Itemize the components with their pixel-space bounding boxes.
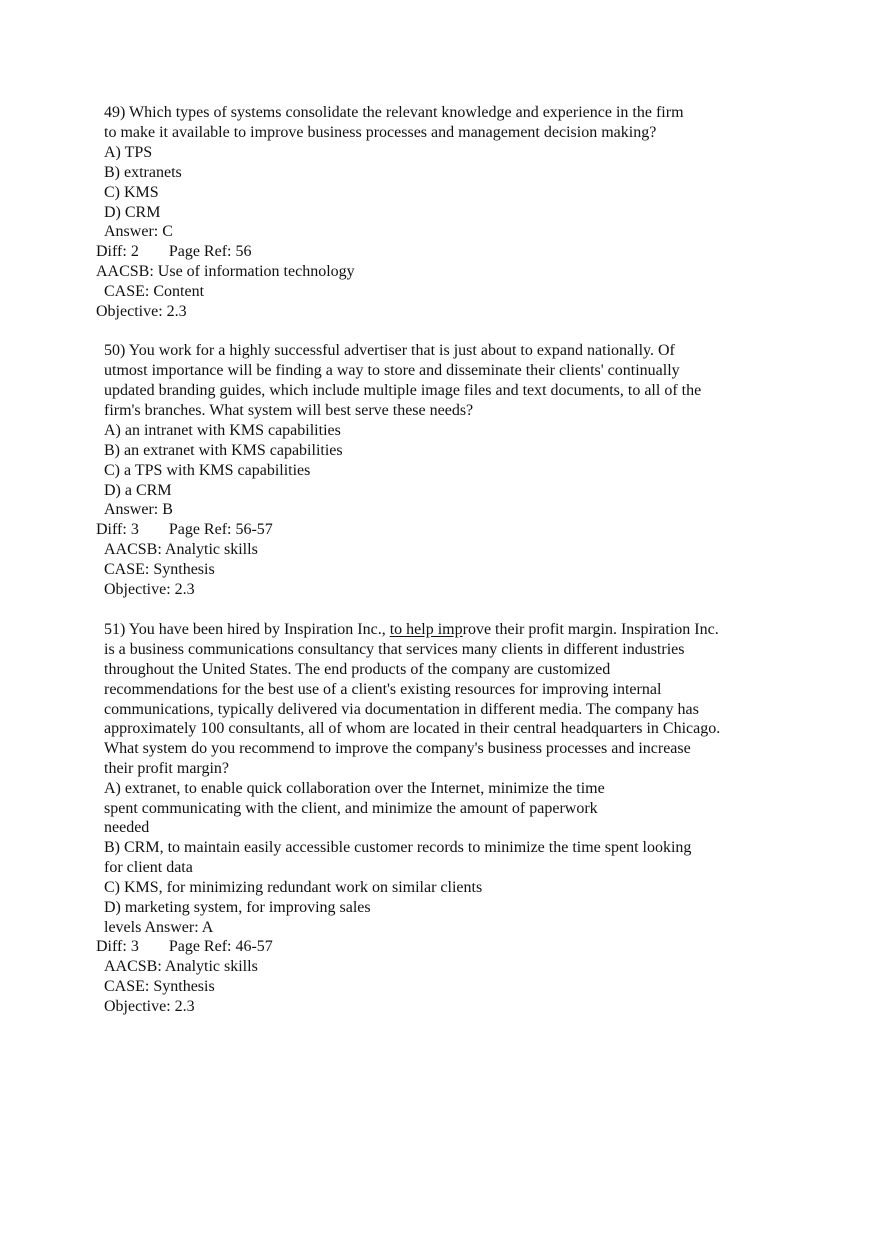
option-b-cont: for client data: [104, 859, 193, 876]
page-ref: Page Ref: 46-57: [168, 938, 273, 955]
option-d: D) a CRM: [104, 482, 172, 499]
question-text-line: recommendations for the best use of a client's existing resources for improving internal: [104, 681, 662, 698]
diff: Diff: 3: [96, 938, 139, 955]
option-c: C) a TPS with KMS capabilities: [104, 462, 311, 479]
case: CASE: Synthesis: [104, 561, 215, 578]
option-b: B) extranets: [104, 164, 182, 181]
objective: Objective: 2.3: [104, 581, 195, 598]
question-text-line: 50) You work for a highly successful advertiser that is just about to expand nationally. Of: [104, 342, 675, 359]
case: CASE: Content: [104, 283, 205, 300]
diff-pageref: [96, 520, 273, 540]
option-d: D) CRM: [104, 204, 161, 221]
option-b: B) an extranet with KMS capabilities: [104, 442, 343, 459]
diff-pageref: [96, 937, 273, 957]
question-text-line: communications, typically delivered via documentation in different media. The company has: [104, 701, 699, 718]
aacsb: AACSB: Analytic skills: [104, 541, 258, 558]
option-a: A) TPS: [104, 144, 153, 161]
diff: Diff: 3: [96, 521, 139, 538]
question-text-line: their profit margin?: [104, 760, 229, 777]
diff: Diff: 2: [96, 243, 139, 260]
question-text-line: What system do you recommend to improve the company's business processes and increase: [104, 740, 691, 757]
option-a-cont: spent communicating with the client, and minimize the amount of paperwork: [104, 800, 598, 817]
aacsb: AACSB: Analytic skills: [104, 958, 258, 975]
underlined-text: to help imp: [389, 621, 463, 638]
diff-pageref: [96, 242, 251, 262]
page-ref: Page Ref: 56-57: [168, 521, 273, 538]
question-text-line: to make it available to improve business processes and management decision making?: [104, 124, 657, 141]
answer: Answer: C: [104, 223, 173, 240]
objective: Objective: 2.3: [104, 998, 195, 1015]
question-text-line: firm's branches. What system will best serve these needs?: [104, 402, 474, 419]
question-text-line: updated branding guides, which include multiple image files and text documents, to all of the: [104, 382, 702, 399]
aacsb: AACSB: Use of information technology: [96, 263, 355, 280]
question-text-line: is a business communications consultancy that services many clients in different industries: [104, 641, 685, 658]
option-a: A) extranet, to enable quick collaboration over the Internet, minimize the time: [104, 780, 605, 797]
option-a-cont: needed: [104, 819, 150, 836]
objective: Objective: 2.3: [96, 303, 187, 320]
option-d-cont-answer: levels Answer: A: [104, 919, 214, 936]
question-text-segment: 51) You have been hired by Inspiration Inc.,: [104, 621, 390, 638]
question-text-line: approximately 100 consultants, all of whom are located in their central headquarters in Chicago.: [104, 720, 721, 737]
answer: Answer: B: [104, 501, 173, 518]
question-text-line: utmost importance will be finding a way to store and disseminate their clients' continually: [104, 362, 680, 379]
option-c: C) KMS, for minimizing redundant work on similar clients: [104, 879, 483, 896]
option-b: B) CRM, to maintain easily accessible customer records to minimize the time spent looking: [104, 839, 692, 856]
option-d: D) marketing system, for improving sales: [104, 899, 371, 916]
question-text-segment: rove their profit margin. Inspiration Inc.: [462, 621, 719, 638]
option-a: A) an intranet with KMS capabilities: [104, 422, 341, 439]
option-c: C) KMS: [104, 184, 159, 201]
question-text-line: [104, 620, 719, 640]
page-ref: Page Ref: 56: [168, 243, 252, 260]
question-text-line: throughout the United States. The end products of the company are customized: [104, 661, 611, 678]
case: CASE: Synthesis: [104, 978, 215, 995]
question-text-line: 49) Which types of systems consolidate the relevant knowledge and experience in the firm: [104, 104, 684, 121]
